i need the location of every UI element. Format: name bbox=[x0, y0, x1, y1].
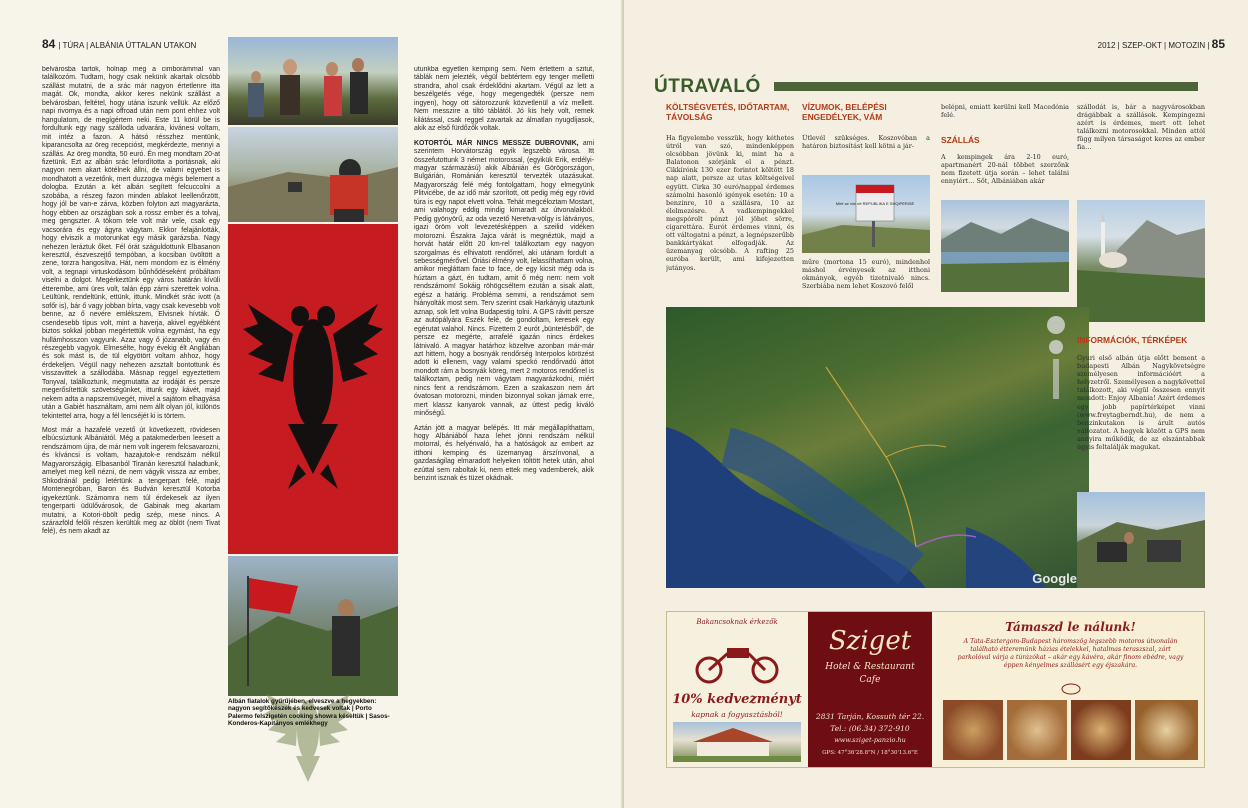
photo-mosque-valley bbox=[1077, 200, 1205, 322]
visa-heading: VÍZUMOK, BELÉPÉSI ENGEDÉLYEK, VÁM bbox=[802, 102, 887, 122]
ad-address: 2831 Tarján, Kossuth tér 22. bbox=[815, 712, 925, 721]
ad-brand-panel bbox=[808, 612, 932, 767]
page-number: 85 bbox=[1211, 37, 1225, 51]
paragraph-with-lead bbox=[414, 140, 594, 419]
paragraph: Aztán jött a magyar belépés. Itt már megállapíthattam, hogy Albániából haza lehet jönni rendszám nélkül motorral, és helyénvaló, ha a hatóságok az embert az itthoni kemping és üzemanyag árszínvonal, a gazdaságilag elmaradott helyeken töltött hetek után, ahol ezúttal sem raboltak ki, nem ettek meg vademberek, akik benzint isznak és tüzet okádnak. bbox=[414, 424, 594, 483]
ad-food-photos bbox=[943, 700, 1198, 760]
hotel-advertisement[interactable] bbox=[666, 611, 1205, 768]
ad-discount-sub: kapnak a fogyasztásból! bbox=[691, 710, 783, 719]
info-text: Gyuri első albán útja előtt bement a budapesti Albán Nagykövetségre személyesen információért a helyzetről. Személyesen a nagykövettel találkozott, aki végül összesen ennyit mondott: Enjoy Albania! Azért érdemes egy jobb papírtérképet vinni (www.freytagberndt.hu), de nem a benzinkutakon is árult autós változatot. A hegyek között a GPS nem annyira működik, de az elszántabbak úgyis feltalálják magukat. bbox=[1077, 354, 1205, 452]
photo-group-people bbox=[228, 37, 398, 125]
mosque-illustration bbox=[1077, 200, 1205, 322]
ad-discount: 10% kedvezményt bbox=[672, 692, 802, 707]
photo-lake-landscape bbox=[941, 200, 1069, 292]
page-number: 84 bbox=[42, 37, 56, 51]
ad-left-top: Bakancsoknak érkezők bbox=[696, 618, 778, 626]
flag-rider-illustration bbox=[228, 556, 398, 696]
food-photo bbox=[1135, 700, 1198, 760]
col3-text: belépni, emiatt kerülni kell Macedónia felé. bbox=[941, 103, 1069, 120]
ad-right-text: A Tata-Esztergom-Budapest háromszög legszebb motoros útvonalán található étteremünk házias ételekkel, hatalmas teraszszal, zárt parkolóval várja a túrázókat – akár egy kávéra, akár finom ebédre, vagy éppen kényelmes szállásért egy éjszakára. bbox=[957, 638, 1184, 669]
lead-in: KOTORTÓL MÁR NINCS MESSZE DUBROVNIK, bbox=[414, 139, 579, 147]
article-column-1 bbox=[42, 66, 220, 776]
border-sign-text: Mirë se vini në REPUBLIKA E SHQIPËRISË bbox=[835, 201, 915, 206]
photo-albanian-flag bbox=[228, 224, 398, 554]
photo-caption: Albán fiatalok gyűrűjében, elveszve a hegyekben: nagyon segítőkészek és kedvesek voltak | Porto Palermo felszigetén cooking showra késeltük | Sasos-Konderos-Kapitányos emlékhegy bbox=[228, 698, 390, 728]
riders-rest-illustration bbox=[1077, 492, 1205, 588]
photo-rider-with-flag bbox=[228, 556, 398, 696]
photo-riders-rest bbox=[1077, 492, 1205, 588]
photo-motorcycle-road bbox=[228, 127, 398, 222]
folio-section: 2012 | SZEP-OKT | MOTOZIN | bbox=[1097, 41, 1210, 50]
food-photo bbox=[1071, 700, 1131, 760]
paragraph: utunkba egyetlen kemping sem. Nem értettem a szitut, táblák nem jelezték, végül bebtértem egy tenger melletti strandra, ahol csak érdeklődni akartam. Végül az lett a beszélgetés vége, hogy megengedték (persze nem ingyen), hogy ott sátorozzunk közvetlenül a víz mellett. Nem messzire a tiltó táblától. Jó kis hely volt, remek kilátással, csak reggel zavartak az álmatlan nyugdíjasok, akik az első fürdőzők voltak. bbox=[414, 66, 594, 133]
motorcycle-icon bbox=[687, 634, 787, 684]
map-credit: Google bbox=[1032, 571, 1077, 586]
visa-text-continued: műre (mortona 15 euró), mindenhol máshol érvényesek az itthoni okmányok, egyéb tizetnivaló nincs. Szerbiába nem lehet Koszovó felől bbox=[802, 258, 930, 291]
section-title: ÚTRAVALÓ bbox=[654, 76, 761, 97]
satellite-map bbox=[666, 307, 1089, 588]
hotel-building-illustration bbox=[673, 722, 801, 762]
eagle-watermark-icon bbox=[262, 676, 354, 784]
section-title-bar bbox=[774, 82, 1198, 91]
ad-brand-sub2: Cafe bbox=[859, 675, 881, 685]
col4-text: szállodát is, bár a nagyvárosokban drágábbak a szállások. Kempingezni azért is érdemes, mert ott lehet találkozni motorosokkal. Minden attól függ milyen társaságot keres az ember fia… bbox=[1077, 103, 1205, 152]
paragraph-body: ami szerintem Horvátország egyik legszebb városa. Itt összefutottunk 3 német motorossal, (egyikük Erik, erdélyi-magyar származású) akik Albánián és Görögországon, Bulgárián, Románián keresztül tervezték utazásukat. Magyarország felé még fontolgattam, hogy elmegyünk Plitvicébe, de az idő már szorított, ott pedig még egy rövid túra is egy napot elvett volna. Tehát megcéloztam Mostart, ami valahogy eddig mindig kimaradt az útvonalakból. Pedig gyönyörű, az oda vezető Neretva-völgy is látványos, igazi öröm volt levezetésképpen a szeilid vidéken motorozni. Északra Jajca várát is megnéztük, majd a horvát határ előtt 20 km-rel találkoztam egy nagyon szorgalmas és elhivatott rendőrrel, aki utánam fordult a sebességmérővel. Óriási élmény volt, lelassíthattam volna, amikor megláttam face to face, de egy kicsit még oda is húztam a gázt, én tudtam, amit ő még nem: nem volt rendszámom! Sokáig röhögcséltem ezután a sisak alatt, egész a határig. Probléma semmi, a rendszámot sem hiányolták most sem. Terv szerint csak Harkányig utaztunk aznap, sok lett volna Budapestig tolni. A GPS rávitt persze az autópályára Eszék felé, de gondoltam, keresek egy egérutat valahol. Nincs. Fizettem 2 eurót „büntetésből”, de persze ez megérte, arrafelé igazán nincs érdekes látnivaló. A magyar határhoz közeltve azonban már-már azt hittem, hogy a bosnyák rendőrség Interpolos körözést adott ki ellenem, vagy valami speckó rendőrvadú áttot mondott rám a bosnyák köreg, mert 2 motoros rendőrrel is találkoztam, pedig nem vágytam magyarázkodni, miért nincs fent a rendszámom. Ezen a szakaszon nem árt óvatosan motorozni, minden bizonnyal sokan járnak erre, mert klassz kanyarok vannak, az úttest pedig kiváló minőségű. bbox=[414, 139, 594, 418]
ad-hotel-photo bbox=[673, 722, 801, 762]
people-illustration bbox=[228, 37, 398, 125]
accommodation-text: A kempingek ára 2-10 euró, apartmanért 20-nál többet szerzőnk nem fizetett útja során – lehet találni ennyiért… Sőt, Albániában akár bbox=[941, 153, 1069, 186]
map-illustration bbox=[666, 307, 1089, 588]
ad-brand: Sziget bbox=[828, 626, 912, 656]
accommodation-heading: SZÁLLÁS bbox=[941, 135, 980, 145]
info-heading: INFORMÁCIÓK, TÉRKÉPEK bbox=[1077, 335, 1188, 345]
folio-section: | TÚRA | ALBÁNIA ÚTTALAN UTAKON bbox=[58, 41, 197, 50]
right-page bbox=[624, 0, 1248, 808]
rider-illustration bbox=[228, 127, 398, 222]
photo-border-sign bbox=[802, 175, 930, 253]
double-headed-eagle-icon bbox=[228, 224, 398, 554]
ad-website[interactable]: www.sziget-panzio.hu bbox=[834, 736, 906, 744]
costs-text: Ha figyelembe vesszük, hogy kéthetes útról van szó, mindenképpen olcsóbban jövünk ki, mint ha a Balatonon szórjánk el a pénzt. Cikkírónk 130 ezer forintot költött 18 nap alatt, persze az utas költségeivel együtt. Cirka 30 euró/nappal érdemes számolni hasonló igények esetén: 10 a benzinre, 10 a szállásra, 10 az élelmezésre. A vadkempingekkel megspórolt pénzt jól jöhet sörre, cigarettára. Eurót érdemes vinni, és ott váltogatni a pénzt, a legnépszerűbb bankkártyákat elfogadják. Az üzemanyag olcsóbb. A rafting 25 euróba került, ami kifejezetten jutányos. bbox=[666, 134, 794, 272]
article-column-2 bbox=[414, 66, 594, 776]
visa-text: Útlevél szükséges. Koszovóban a határon biztosítást kell kötni a jár- bbox=[802, 134, 930, 151]
left-folio bbox=[42, 37, 196, 51]
ad-right-panel bbox=[937, 612, 1204, 767]
paragraph: Most már a hazafelé vezető út következett, rövidesen elbúcsúztunk Albániától. Még a patakmederben leesett a rendszámom újra, de már nem volt ingerem felcsavarozni, és kíváncsi is voltam, hazajutok-e rendszám nélkül Magyarországig. Elbasanból Tiranán keresztül haladtunk, amelyet meg kell nézni, de nem vágyik vissza az ember, Shkodránál pedig letértünk a tengerpart felé, majd Montenegróban, Baron és Budván keresztül Kotorba igyekeztünk. Számomra nem túl érdekesek az ilyen tengerparti üdülővárosok, de Gabinak meg akartam mutatni, a Kotori-öbölt pedig szép, mese nincs. A szárazföld felőli részen kerültük meg az öblöt (nem Tivat felé), és nem akadt az bbox=[42, 427, 220, 536]
ad-brand-sub: Hotel & Restaurant bbox=[825, 662, 915, 672]
right-folio bbox=[1098, 37, 1228, 51]
ornament-icon bbox=[1061, 682, 1081, 696]
ad-gps: GPS: 47°36'28.8"N / 18°30'13.6"E bbox=[822, 750, 918, 756]
food-photo bbox=[943, 700, 1003, 760]
costs-heading: KÖLTSÉGVETÉS, IDŐTARTAM, TÁVOLSÁG bbox=[666, 102, 790, 122]
ad-phone: Tel.: (06.34) 372-910 bbox=[830, 724, 910, 733]
ad-right-title: Támaszd le nálunk! bbox=[1005, 620, 1136, 634]
food-photo bbox=[1007, 700, 1067, 760]
border-sign-illustration bbox=[802, 175, 930, 253]
lake-illustration bbox=[941, 200, 1069, 292]
paragraph: belvárosba tartok, holnap meg a cimborámmal van találkozóm. Tudtam, hogy csak nekünk akartak olcsóbb szállást mutatni, de a srác már nagyon értetlenre itta magát. Ok, mondta, akkor keres nekünk szállást a belvárosban, feltétel, hogy utána iszunk vellük. Az előző napi rivomya és a napi offroad után nem pont ehhez volt hangulatom, de megígértem neki. Este 11 körül be is fordultunk egy nagy szálloda udvarára, kivánesi voltam, mit intéz a fazon. A hátsó résszhez mentünk, kiparancsolta az öreg recepcióst, megkérdezte, mennyi a szállás. Az öreg mondta, 50 euró. Én meg mondtam 20-at fizetünk. Ezt az albán srác lefordította a portásnak, aki nagyon nem akart kötélnek állni, de valami egyebet is mondhatott a vezetőnk, mert duzzogva mégis belement a dologba. Ezután a két albán segített felcuccolni a szobába, a részeg fazon minden ablakot leellenőrzött, hogy jól be van-e zárva, közben folyton azt magyarázta, hogy ebben az országban sok a rossz ember és a tolvaj, meg gengszter. A tökom tele volt már vele, csak egy vacsorára és egy ágyra vágytam. Ekkor felajánlották, hogy elviszik a motorunkat egy másik garázsba. Nagy nehezen leráztuk őket. Fél órát száguldottunk Elbasanon keresztül, észveszejtő tempóban, a kocsiban üvöltött a zene, torzra hangosítva. Hát, nem mondom ez is élmény volt, a tegnapi virtuskodásom bűnhődéseként próbáltam viselni a dolgot. Megérkeztünk egy város határán kívüli étterembe, ami üres volt, talán épp zárni szerettek volna. Leültünk, rendeltünk, ettünk, ittunk. Mindkét srác ivott (a sofőr is), bár ő vagy jobban bírta, vagy csak kevesebb volt benne, az ő nevére emlékszem, Elvisnek hívták. Ő csendesebb típus volt, mint a haverja, akivel egyébként biztos sokkal jobban megértettük volna egymást, ha egy hullámhosszon vagyunk. Azaz vagy ő józanabb, vagy én részegebb vagyok. Elmesélte, hogy évekig élt Angliában és sok mást is, de tül elgyötört voltam ahhoz, hogy érdekeljen. Végül nagy nehezen azsztalt bontottunk és visszavittek a szállodába. Másnap reggel egyeztettem Tonyval, találkoztunk, megmutatta az irodáját és persze megerősítettük szövetségünket, ittunk egy kávét, majd nekem adta a napszemüvegét, mivel a sajátom elhagyása után a Gabiét használtam, ami nem állt olyan jól, különös tekintettel arra, hogy a fél lencséjét ki is törtem. bbox=[42, 66, 220, 420]
